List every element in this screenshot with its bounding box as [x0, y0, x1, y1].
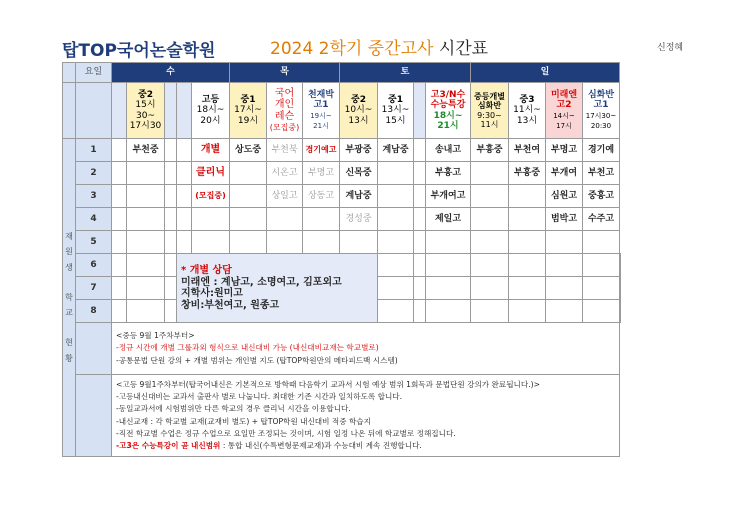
- class-wed-1: 중2 15시30~ 17시30: [127, 83, 165, 139]
- row-number: 4: [76, 208, 112, 231]
- cell: [340, 231, 378, 254]
- cell: [378, 208, 414, 231]
- cell: 부흥중: [509, 162, 546, 185]
- spacer: [112, 83, 127, 139]
- consult-box: [177, 254, 378, 323]
- spacer: [165, 83, 177, 139]
- cell: [509, 231, 546, 254]
- class-thu-3: 천재박 고1 19시~ 21시: [303, 83, 340, 139]
- cell: 부개여고: [426, 185, 471, 208]
- cell: [165, 185, 177, 208]
- cell: 중흥고: [583, 185, 620, 208]
- row-number: 1: [76, 139, 112, 162]
- cell: [112, 277, 127, 300]
- cell: 부천여: [509, 139, 546, 162]
- row-number: 6: [76, 254, 112, 277]
- class-sat-2: 중3 11시~ 13시: [509, 83, 546, 139]
- class-sat-1: 중등개별 심화반 9:30~ 11시: [471, 83, 509, 139]
- cell: [165, 300, 177, 323]
- cell: 부흥중: [471, 139, 509, 162]
- cell: [426, 231, 471, 254]
- cell: 부흥고: [426, 162, 471, 185]
- cell: [165, 277, 177, 300]
- note-line: -동일교과서에 시험범위만 다른 학교의 경우 클리닉 시간을 이용합니다.: [116, 404, 351, 414]
- row-number: 8: [76, 300, 112, 323]
- cell: [177, 185, 192, 208]
- cell: [471, 185, 509, 208]
- cell: 부천고: [583, 162, 620, 185]
- day-header-fri: 토: [340, 63, 471, 83]
- cell: 신목중: [340, 162, 378, 185]
- cell: [414, 139, 426, 162]
- note-line: <고등 9월1주차부터(탑국어내신은 기본적으로 방학때 다음학기 교과서 시험 예상 범위 1회독과 문법단원 강의가 완료됩니다.)>: [116, 380, 540, 390]
- cell: [414, 300, 426, 323]
- note-line: -정규 시간에 개별 그룹과외 형식으로 내신대비 가능 (내신대비교재는 학교별로): [116, 343, 379, 353]
- cell: [267, 231, 303, 254]
- cell: [127, 162, 165, 185]
- row-number: 3: [76, 185, 112, 208]
- cell: 시온고: [267, 162, 303, 185]
- cell: [583, 300, 620, 323]
- cell: [426, 300, 471, 323]
- class-label-blank: [76, 83, 112, 139]
- spacer: [177, 83, 192, 139]
- cell: [378, 185, 414, 208]
- cell: [414, 277, 426, 300]
- class-sat-3: 미래엔 고2 14시~ 17시: [546, 83, 583, 139]
- cell: 부명고: [546, 139, 583, 162]
- cell: 심원고: [546, 185, 583, 208]
- cell: [583, 277, 620, 300]
- cell: [378, 300, 414, 323]
- row-number: 7: [76, 277, 112, 300]
- cell: 상동고: [303, 185, 340, 208]
- class-sat-4: 심화반 고1 17시30~ 20:30: [583, 83, 620, 139]
- cell: [165, 162, 177, 185]
- corner-cell: [63, 63, 76, 83]
- cell: [112, 139, 127, 162]
- cell: [378, 162, 414, 185]
- cell: [414, 162, 426, 185]
- cell: [177, 139, 192, 162]
- timetable-title: [270, 34, 488, 59]
- note-line: -내신교재 : 각 학교별 교재(교재비 별도) + 탑TOP학원 내신대비 적중 학습지: [116, 416, 371, 426]
- cell: 부광중: [340, 139, 378, 162]
- star-icon: *: [181, 265, 187, 276]
- cell: [112, 300, 127, 323]
- cell: [177, 208, 192, 231]
- cell: [192, 231, 230, 254]
- cell: 부개여: [546, 162, 583, 185]
- cell: [112, 162, 127, 185]
- cell: (모집중): [192, 185, 230, 208]
- author-name: 신정혜: [657, 43, 684, 53]
- cell: 경성중: [340, 208, 378, 231]
- cell: [378, 277, 414, 300]
- academy-brand: 탑TOP국어논술학원: [62, 41, 216, 61]
- class-thu-1: 중1 17시~ 19시: [230, 83, 267, 139]
- cell: [267, 208, 303, 231]
- cell: [509, 300, 546, 323]
- cell: 범박고: [546, 208, 583, 231]
- cell: 클리닉: [192, 162, 230, 185]
- day-header-thu: 목: [230, 63, 340, 83]
- cell: 계남중: [378, 139, 414, 162]
- cell: [546, 254, 583, 277]
- consult-title: 개별 상담: [189, 265, 232, 276]
- row-number-blank: [76, 375, 112, 457]
- cell: [509, 185, 546, 208]
- cell: [583, 254, 620, 277]
- cell: 개별: [192, 139, 230, 162]
- notes-high: [112, 375, 620, 457]
- class-wed-2: 고등 18시~ 20시: [192, 83, 230, 139]
- note-line: <중등 9월 1주차부터>: [116, 331, 195, 341]
- cell: [471, 231, 509, 254]
- cell: [127, 185, 165, 208]
- cell: [177, 162, 192, 185]
- cell: [127, 208, 165, 231]
- day-header-sat: 일: [471, 63, 620, 83]
- cell: [192, 208, 230, 231]
- day-header-wed: 수: [112, 63, 230, 83]
- cell: [471, 208, 509, 231]
- cell: 부천북: [267, 139, 303, 162]
- cell: [127, 254, 165, 277]
- note-line: -고등내신대비는 교과서 출판사 별로 나눕니다. 최대한 기존 시간과 일치하도록 합니다.: [116, 392, 403, 402]
- side-label: 재 원 생 학 교 현 황: [63, 139, 76, 457]
- cell: [620, 254, 621, 277]
- cell: [230, 162, 267, 185]
- cell: [230, 231, 267, 254]
- title-main: 2024 2학기 중간고사: [270, 39, 434, 59]
- class-fri-3: 고3/N수 수능특강 18시~ 21시: [426, 83, 471, 139]
- notes-middle: [112, 323, 620, 375]
- cell: [112, 254, 127, 277]
- cell: [127, 277, 165, 300]
- cell: 부천중: [127, 139, 165, 162]
- cell: [165, 231, 177, 254]
- note-line: -고3은 수능특강이 곧 내신범위: [116, 440, 221, 450]
- note-line: -공통문법 단원 강의 + 개별 범위는 개인별 지도 (탑TOP학원만의 메타피드백 시스템): [116, 355, 398, 365]
- cell: [165, 139, 177, 162]
- row-number: 5: [76, 231, 112, 254]
- consult-line: 미래엔 : 계남고, 소명여고, 김포외고: [181, 276, 342, 288]
- cell: [127, 300, 165, 323]
- cell: [112, 185, 127, 208]
- cell: [509, 208, 546, 231]
- cell: 경기예고: [303, 139, 340, 162]
- cell: [546, 300, 583, 323]
- side-blank: [63, 83, 76, 139]
- cell: [378, 231, 414, 254]
- cell: [509, 277, 546, 300]
- cell: [165, 208, 177, 231]
- note-line: : 통합 내신(수특변형문제교재)과 수능대비 계속 진행합니다.: [220, 440, 422, 450]
- cell: [177, 231, 192, 254]
- cell: [230, 208, 267, 231]
- cell: [303, 208, 340, 231]
- cell: [509, 254, 546, 277]
- cell: [414, 231, 426, 254]
- consult-line: 창비:부천여고, 원종고: [181, 299, 280, 311]
- cell: [620, 277, 621, 300]
- class-thu-2: 국어 개인 레슨 (모집중): [267, 83, 303, 139]
- cell: [127, 231, 165, 254]
- cell: [112, 231, 127, 254]
- cell: [583, 231, 620, 254]
- timetable-grid: [62, 62, 621, 457]
- row-number: 2: [76, 162, 112, 185]
- cell: [378, 254, 414, 277]
- cell: 상도중: [230, 139, 267, 162]
- cell: [471, 162, 509, 185]
- cell: 송내고: [426, 139, 471, 162]
- cell: [426, 254, 471, 277]
- cell: 수주고: [583, 208, 620, 231]
- cell: 계남중: [340, 185, 378, 208]
- cell: [303, 231, 340, 254]
- cell: [471, 300, 509, 323]
- cell: [414, 208, 426, 231]
- cell: [414, 254, 426, 277]
- cell: [546, 231, 583, 254]
- cell: 상일고: [267, 185, 303, 208]
- cell: [546, 277, 583, 300]
- cell: [471, 254, 509, 277]
- cell: [620, 300, 621, 323]
- consult-line: 지학사:원미고: [181, 288, 243, 299]
- cell: [471, 277, 509, 300]
- cell: 경기예: [583, 139, 620, 162]
- cell: [414, 185, 426, 208]
- cell: 제일고: [426, 208, 471, 231]
- class-fri-2: 중1 13시~ 15시: [378, 83, 414, 139]
- cell: [112, 208, 127, 231]
- spacer: [414, 83, 426, 139]
- cell: [165, 254, 177, 277]
- cell: [426, 277, 471, 300]
- note-line: -직전 학교별 수업은 정규 수업으로 요일만 조정되는 것이며, 시험 일정 나온 뒤에 학교별로 정해집니다.: [116, 428, 456, 438]
- cell: 부명고: [303, 162, 340, 185]
- row-number-blank: [76, 323, 112, 375]
- class-fri-1: 중2 10시~ 13시: [340, 83, 378, 139]
- cell: [230, 185, 267, 208]
- day-label: 요일: [76, 63, 112, 83]
- title-suffix: 시간표: [438, 39, 489, 59]
